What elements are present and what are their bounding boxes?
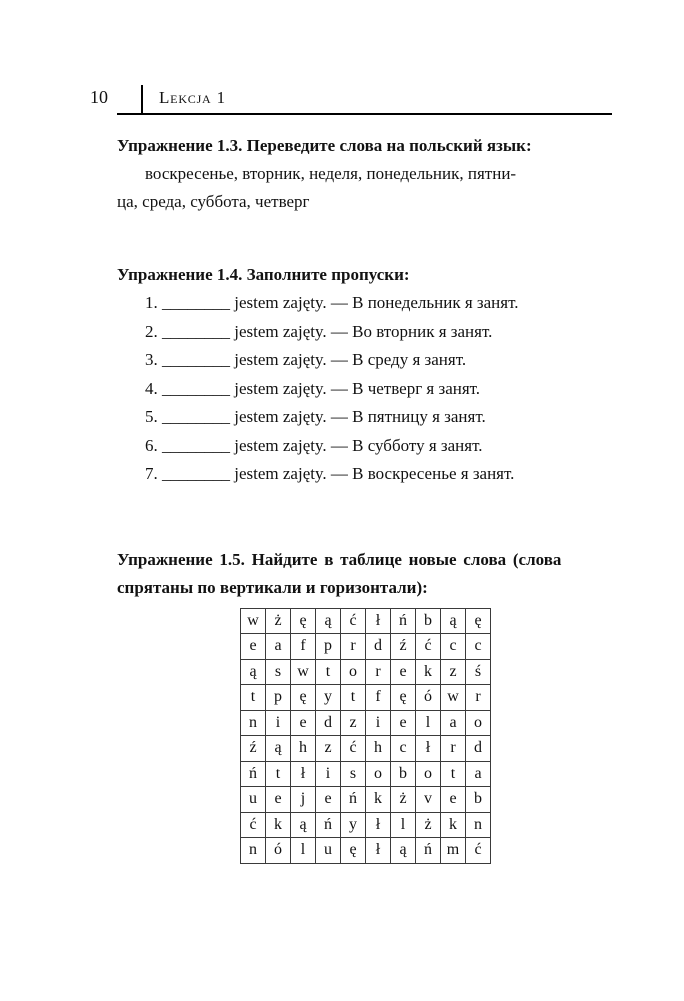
grid-cell: ś: [466, 659, 491, 685]
fill-in-item: 7. ________ jestem zajęty. — В воскресенье я занят.: [145, 464, 515, 483]
fill-in-item: 1. ________ jestem zajęty. — В понедельник я занят.: [145, 293, 519, 312]
grid-cell: v: [416, 787, 441, 813]
header-rule: [117, 113, 612, 115]
fill-in-item: 3. ________ jestem zajęty. — В среду я занят.: [145, 350, 467, 369]
grid-cell: i: [316, 761, 341, 787]
grid-cell: r: [466, 685, 491, 711]
grid-cell: e: [391, 710, 416, 736]
grid-cell: ć: [341, 608, 366, 634]
grid-cell: ń: [416, 838, 441, 864]
grid-cell: y: [316, 685, 341, 711]
grid-cell: w: [441, 685, 466, 711]
grid-cell: s: [266, 659, 291, 685]
exercise-1-3-title: Упражнение 1.3. Переведите слова на польский язык:: [117, 136, 532, 155]
grid-cell: l: [391, 812, 416, 838]
grid-cell: p: [266, 685, 291, 711]
exercise-1-5-title-line-1: Упражнение 1.5. Найдите в таблице новые слова (слова: [117, 549, 562, 569]
grid-cell: p: [316, 634, 341, 660]
grid-cell: n: [241, 710, 266, 736]
grid-cell: e: [441, 787, 466, 813]
grid-cell: r: [341, 634, 366, 660]
grid-cell: ź: [391, 634, 416, 660]
grid-cell: e: [241, 634, 266, 660]
grid-cell: ą: [291, 812, 316, 838]
grid-cell: z: [316, 736, 341, 762]
grid-cell: f: [291, 634, 316, 660]
exercise-1-3-text-line-1: воскресенье, вторник, неделя, понедельник, пятни-: [145, 164, 517, 183]
grid-cell: t: [316, 659, 341, 685]
grid-cell: ó: [266, 838, 291, 864]
page-number: 10: [90, 87, 108, 107]
grid-row: [241, 634, 491, 660]
grid-cell: z: [441, 659, 466, 685]
grid-cell: c: [391, 736, 416, 762]
lesson-title: Lekcja 1: [159, 88, 226, 107]
grid-cell: k: [416, 659, 441, 685]
grid-cell: a: [266, 634, 291, 660]
grid-cell: a: [466, 761, 491, 787]
grid-cell: w: [291, 659, 316, 685]
grid-cell: r: [441, 736, 466, 762]
grid-cell: o: [341, 659, 366, 685]
grid-cell: ć: [466, 838, 491, 864]
grid-cell: h: [366, 736, 391, 762]
grid-cell: i: [266, 710, 291, 736]
grid-cell: t: [441, 761, 466, 787]
grid-row: [241, 736, 491, 762]
grid-cell: ą: [391, 838, 416, 864]
grid-cell: d: [366, 634, 391, 660]
grid-row: [241, 659, 491, 685]
grid-cell: ń: [391, 608, 416, 634]
grid-cell: e: [316, 787, 341, 813]
grid-cell: ę: [291, 608, 316, 634]
grid-cell: ł: [366, 608, 391, 634]
grid-cell: e: [266, 787, 291, 813]
grid-cell: ę: [341, 838, 366, 864]
grid-row: [241, 812, 491, 838]
grid-cell: a: [441, 710, 466, 736]
grid-cell: b: [416, 608, 441, 634]
header-divider: [141, 85, 143, 114]
exercise-1-4-title: Упражнение 1.4. Заполните пропуски:: [117, 265, 410, 284]
grid-cell: s: [341, 761, 366, 787]
grid-cell: ć: [416, 634, 441, 660]
fill-in-item: 2. ________ jestem zajęty. — Во вторник я занят.: [145, 321, 493, 341]
grid-cell: r: [366, 659, 391, 685]
letter-grid: [240, 608, 491, 864]
grid-row: [241, 710, 491, 736]
grid-cell: ą: [316, 608, 341, 634]
grid-cell: m: [441, 838, 466, 864]
grid-cell: ć: [341, 736, 366, 762]
grid-cell: ł: [291, 761, 316, 787]
grid-cell: f: [366, 685, 391, 711]
fill-in-item: 6. ________ jestem zajęty. — В субботу я занят.: [145, 435, 483, 455]
grid-cell: ą: [241, 659, 266, 685]
grid-cell: u: [316, 838, 341, 864]
grid-cell: u: [241, 787, 266, 813]
grid-cell: c: [466, 634, 491, 660]
grid-cell: y: [341, 812, 366, 838]
grid-cell: ó: [416, 685, 441, 711]
grid-cell: w: [241, 608, 266, 634]
grid-row: [241, 761, 491, 787]
grid-cell: ż: [266, 608, 291, 634]
grid-cell: ż: [416, 812, 441, 838]
grid-cell: l: [416, 710, 441, 736]
grid-cell: k: [266, 812, 291, 838]
fill-in-list: [117, 289, 614, 489]
grid-row: [241, 685, 491, 711]
grid-cell: ł: [366, 812, 391, 838]
exercise-1-5-title-line-2: спрятаны по вертикали и горизонтали):: [117, 577, 428, 597]
grid-cell: ń: [341, 787, 366, 813]
exercise-1-3-text-line-2: ца, среда, суббота, четверг: [117, 192, 310, 211]
grid-cell: ń: [316, 812, 341, 838]
grid-cell: t: [241, 685, 266, 711]
grid-cell: b: [466, 787, 491, 813]
grid-row: [241, 787, 491, 813]
grid-cell: h: [291, 736, 316, 762]
grid-cell: ź: [241, 736, 266, 762]
grid-cell: ę: [466, 608, 491, 634]
grid-cell: e: [291, 710, 316, 736]
grid-cell: z: [341, 710, 366, 736]
grid-cell: ę: [291, 685, 316, 711]
grid-cell: e: [391, 659, 416, 685]
grid-cell: o: [416, 761, 441, 787]
grid-cell: o: [366, 761, 391, 787]
grid-cell: j: [291, 787, 316, 813]
grid-cell: ć: [241, 812, 266, 838]
grid-row: [241, 838, 491, 864]
grid-cell: ą: [441, 608, 466, 634]
grid-cell: c: [441, 634, 466, 660]
grid-cell: ł: [416, 736, 441, 762]
grid-cell: ł: [366, 838, 391, 864]
letter-grid-body: [241, 608, 491, 863]
grid-cell: d: [316, 710, 341, 736]
grid-cell: l: [291, 838, 316, 864]
grid-cell: ń: [241, 761, 266, 787]
fill-in-item: 5. ________ jestem zajęty. — В пятницу я занят.: [145, 407, 486, 426]
grid-cell: k: [441, 812, 466, 838]
grid-cell: i: [366, 710, 391, 736]
letter-grid-container: [117, 608, 614, 864]
grid-cell: ą: [266, 736, 291, 762]
grid-cell: n: [241, 838, 266, 864]
grid-cell: d: [466, 736, 491, 762]
grid-cell: t: [341, 685, 366, 711]
grid-cell: o: [466, 710, 491, 736]
grid-cell: ż: [391, 787, 416, 813]
grid-cell: ę: [391, 685, 416, 711]
grid-cell: b: [391, 761, 416, 787]
fill-in-item: 4. ________ jestem zajęty. — В четверг я занят.: [145, 378, 481, 398]
page-content: [117, 132, 614, 864]
grid-cell: t: [266, 761, 291, 787]
grid-cell: k: [366, 787, 391, 813]
grid-cell: n: [466, 812, 491, 838]
grid-row: [241, 608, 491, 634]
